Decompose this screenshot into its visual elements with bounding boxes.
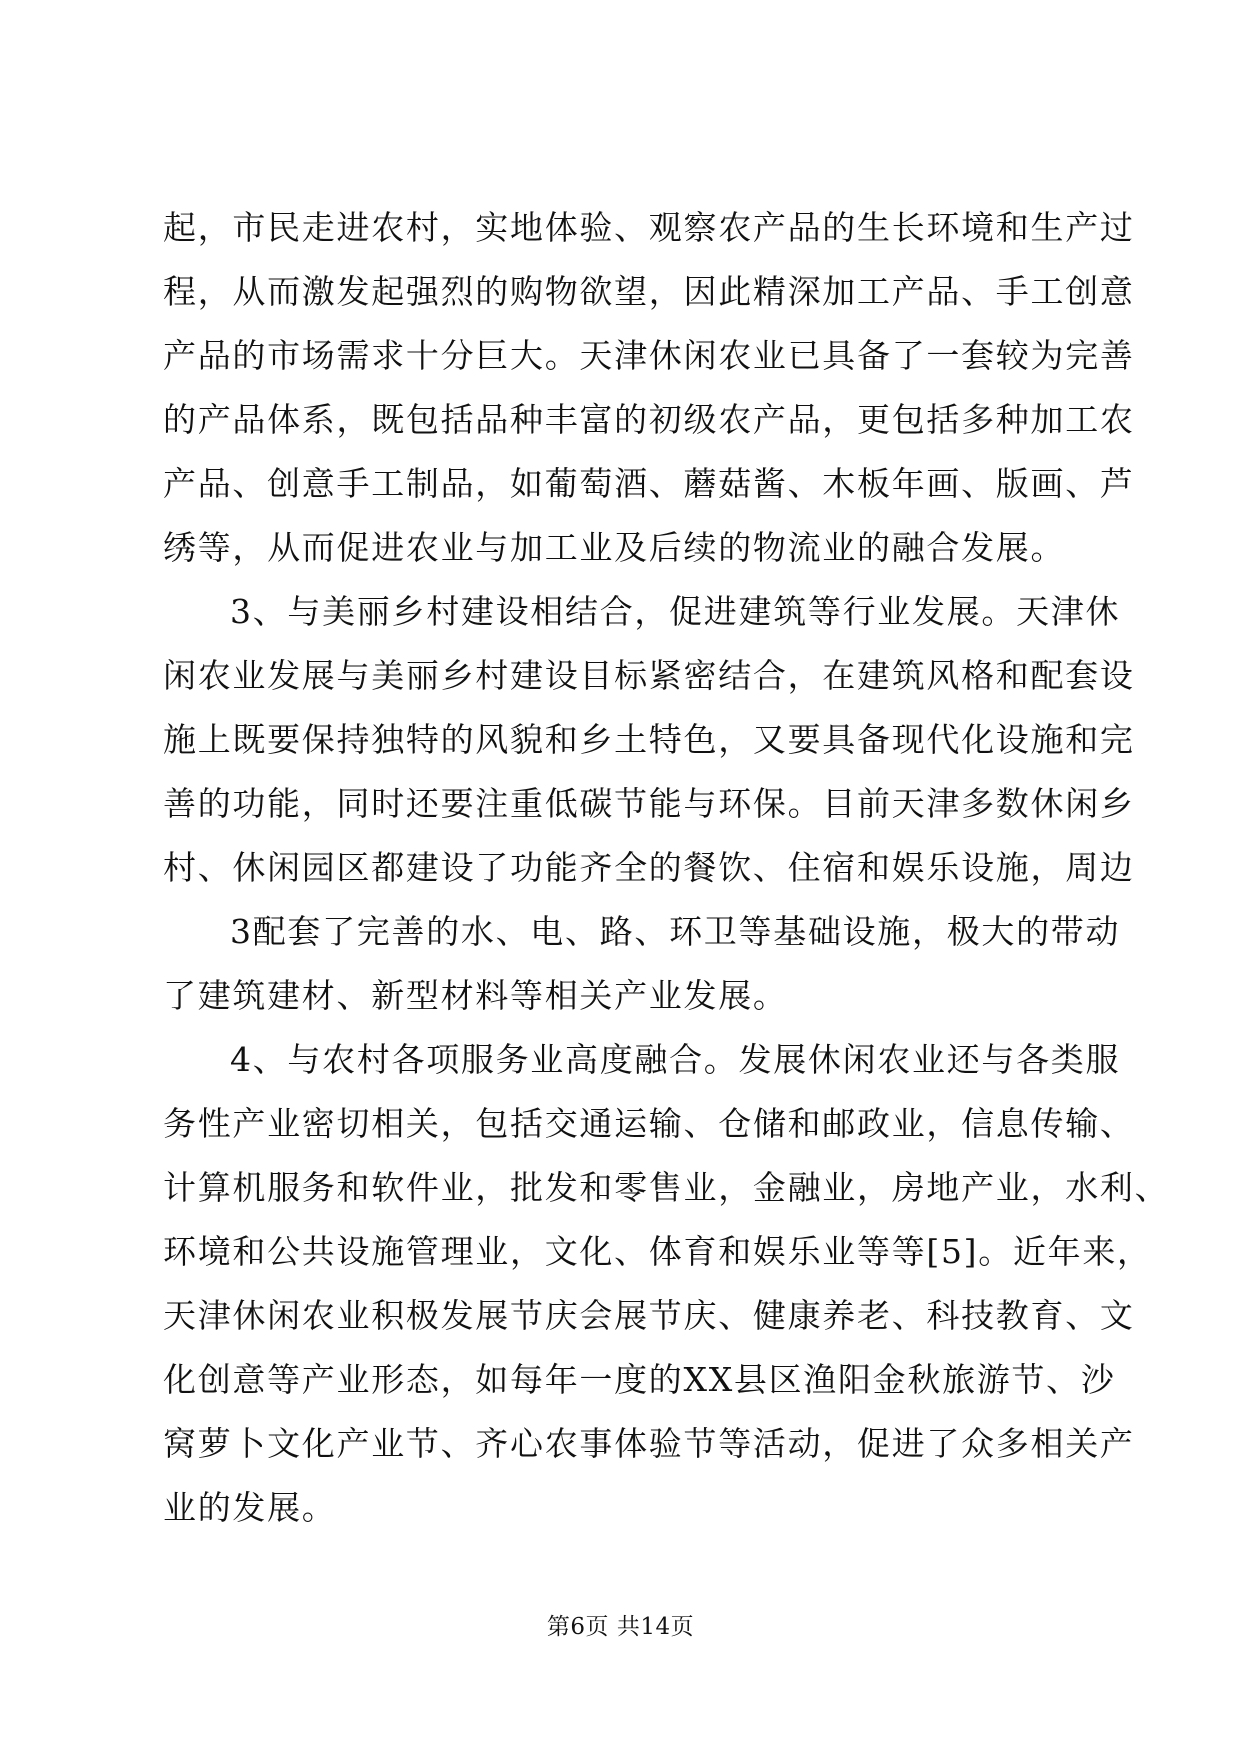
text-line: 业的发展。 [163, 1488, 337, 1527]
text-line: 善的功能，同时还要注重低碳节能与环保。目前天津多数休闲乡 [163, 784, 1135, 823]
text-line: 村、休闲园区都建设了功能齐全的餐饮、住宿和娱乐设施，周边 [163, 848, 1135, 887]
text-line: 天津休闲农业积极发展节庆会展节庆、健康养老、科技教育、文 [163, 1296, 1135, 1335]
text-line: 了建筑建材、新型材料等相关产业发展。 [163, 976, 788, 1015]
text-line: 3配套了完善的水、电、路、环卫等基础设施，极大的带动 [230, 912, 1121, 951]
text-line: 产品、创意手工制品，如葡萄酒、蘑菇酱、木板年画、版画、芦 [163, 464, 1135, 503]
page-number-footer: 第6页 共14页 [546, 1614, 695, 1640]
paragraph-4-first-line: 4、与农村各项服务业高度融合。发展休闲农业还与各类服 [230, 1040, 1121, 1079]
text-line: 起，市民走进农村，实地体验、观察农产品的生长环境和生产过 [163, 208, 1135, 247]
text-line: 化创意等产业形态，如每年一度的XX县区渔阳金秋旅游节、沙 [163, 1360, 1116, 1399]
text-line: 绣等，从而促进农业与加工业及后续的物流业的融合发展。 [163, 528, 1066, 567]
text-line: 务性产业密切相关，包括交通运输、仓储和邮政业，信息传输、 [163, 1104, 1135, 1143]
text-line: 的产品体系，既包括品种丰富的初级农产品，更包括多种加工农 [163, 400, 1135, 439]
text-line: 计算机服务和软件业，批发和零售业，金融业，房地产业，水利、 [163, 1168, 1170, 1207]
text-line: 闲农业发展与美丽乡村建设目标紧密结合，在建筑风格和配套设 [163, 656, 1135, 695]
text-line: 环境和公共设施管理业，文化、体育和娱乐业等等[5]。近年来， [163, 1232, 1152, 1271]
text-line: 产品的市场需求十分巨大。天津休闲农业已具备了一套较为完善 [163, 336, 1135, 375]
text-line: 程，从而激发起强烈的购物欲望，因此精深加工产品、手工创意 [163, 272, 1135, 311]
paragraph-3-first-line: 3、与美丽乡村建设相结合，促进建筑等行业发展。天津休 [230, 592, 1121, 631]
text-line: 窝萝卜文化产业节、齐心农事体验节等活动，促进了众多相关产 [163, 1424, 1135, 1463]
text-line: 施上既要保持独特的风貌和乡土特色，又要具备现代化设施和完 [163, 720, 1135, 759]
